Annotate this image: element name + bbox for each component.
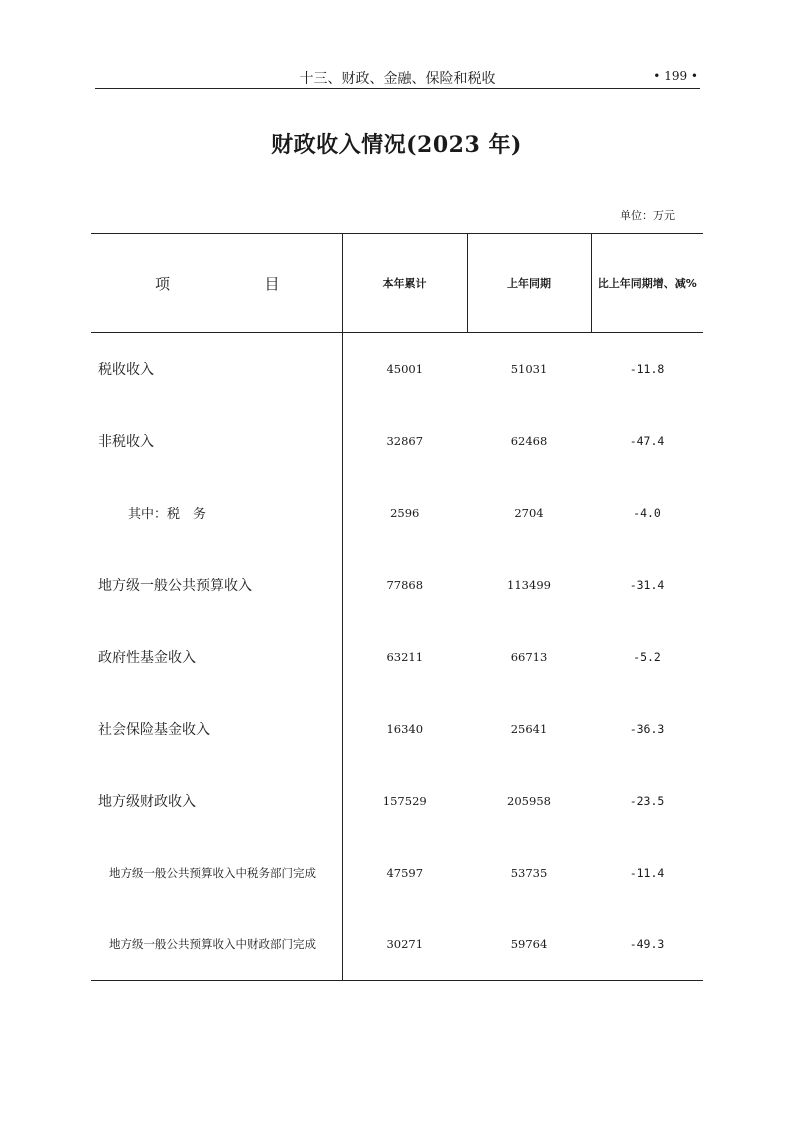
table-row xyxy=(91,621,703,693)
row-label: 地方级一般公共预算收入中税务部门完成 xyxy=(91,837,342,909)
current-value: 47597 xyxy=(386,865,424,880)
change-value: -4.0 xyxy=(633,505,661,520)
current-value: 157529 xyxy=(382,793,427,808)
table-row xyxy=(91,837,703,909)
row-label: 其中：税 务 xyxy=(91,477,342,549)
previous-value: 25641 xyxy=(510,721,548,736)
row-label: 社会保险基金收入 xyxy=(91,693,342,765)
column-header-item xyxy=(91,234,342,333)
row-label: 地方级财政收入 xyxy=(91,765,342,837)
change-value: -49.3 xyxy=(591,909,703,981)
change-value: -36.3 xyxy=(629,721,665,736)
page-header xyxy=(95,66,700,89)
change-value: -5.2 xyxy=(633,649,661,664)
table-row xyxy=(91,333,703,405)
previous-value: 51031 xyxy=(510,361,548,376)
change-value: -31.4 xyxy=(629,577,665,592)
current-value: 77868 xyxy=(386,577,424,592)
column-header-current: 本年累计 xyxy=(342,234,467,333)
previous-value: 59764 xyxy=(467,909,591,981)
previous-value: 2704 xyxy=(514,505,544,520)
previous-value: 113499 xyxy=(507,577,551,592)
column-header-item-left: 项 xyxy=(155,274,171,293)
previous-value: 53735 xyxy=(510,865,548,880)
row-label: 地方级一般公共预算收入中财政部门完成 xyxy=(91,909,342,981)
table-header-row xyxy=(91,234,703,333)
unit-label: 单位：万元 xyxy=(620,209,675,222)
page-title: 财政收入情况(2023 年) xyxy=(271,132,522,158)
column-header-change: 比上年同期增、减% xyxy=(591,234,703,333)
column-header-previous: 上年同期 xyxy=(467,234,591,333)
row-label: 政府性基金收入 xyxy=(91,621,342,693)
current-value: 45001 xyxy=(386,361,424,376)
change-value: -23.5 xyxy=(629,793,665,808)
change-value: -47.4 xyxy=(629,433,665,448)
table-row xyxy=(91,477,703,549)
page-number: • 199 • xyxy=(653,69,698,83)
current-value: 32867 xyxy=(386,433,424,448)
row-label: 地方级一般公共预算收入 xyxy=(91,549,342,621)
section-title: 十三、财政、金融、保险和税收 xyxy=(299,71,496,87)
change-value: -11.4 xyxy=(629,865,665,880)
current-value: 63211 xyxy=(386,649,424,664)
table-row xyxy=(91,765,703,837)
row-label: 非税收入 xyxy=(91,405,342,477)
table-row xyxy=(91,693,703,765)
previous-value: 62468 xyxy=(510,433,548,448)
row-label: 税收收入 xyxy=(91,333,342,405)
column-header-item-right: 目 xyxy=(264,274,280,293)
table-row xyxy=(91,405,703,477)
revenue-table xyxy=(91,233,703,981)
previous-value: 205958 xyxy=(507,793,551,808)
table-row xyxy=(91,549,703,621)
current-value: 30271 xyxy=(342,909,467,981)
previous-value: 66713 xyxy=(510,649,548,664)
current-value: 16340 xyxy=(386,721,424,736)
current-value: 2596 xyxy=(390,505,420,520)
table-row xyxy=(91,909,703,981)
change-value: -11.8 xyxy=(629,361,665,376)
